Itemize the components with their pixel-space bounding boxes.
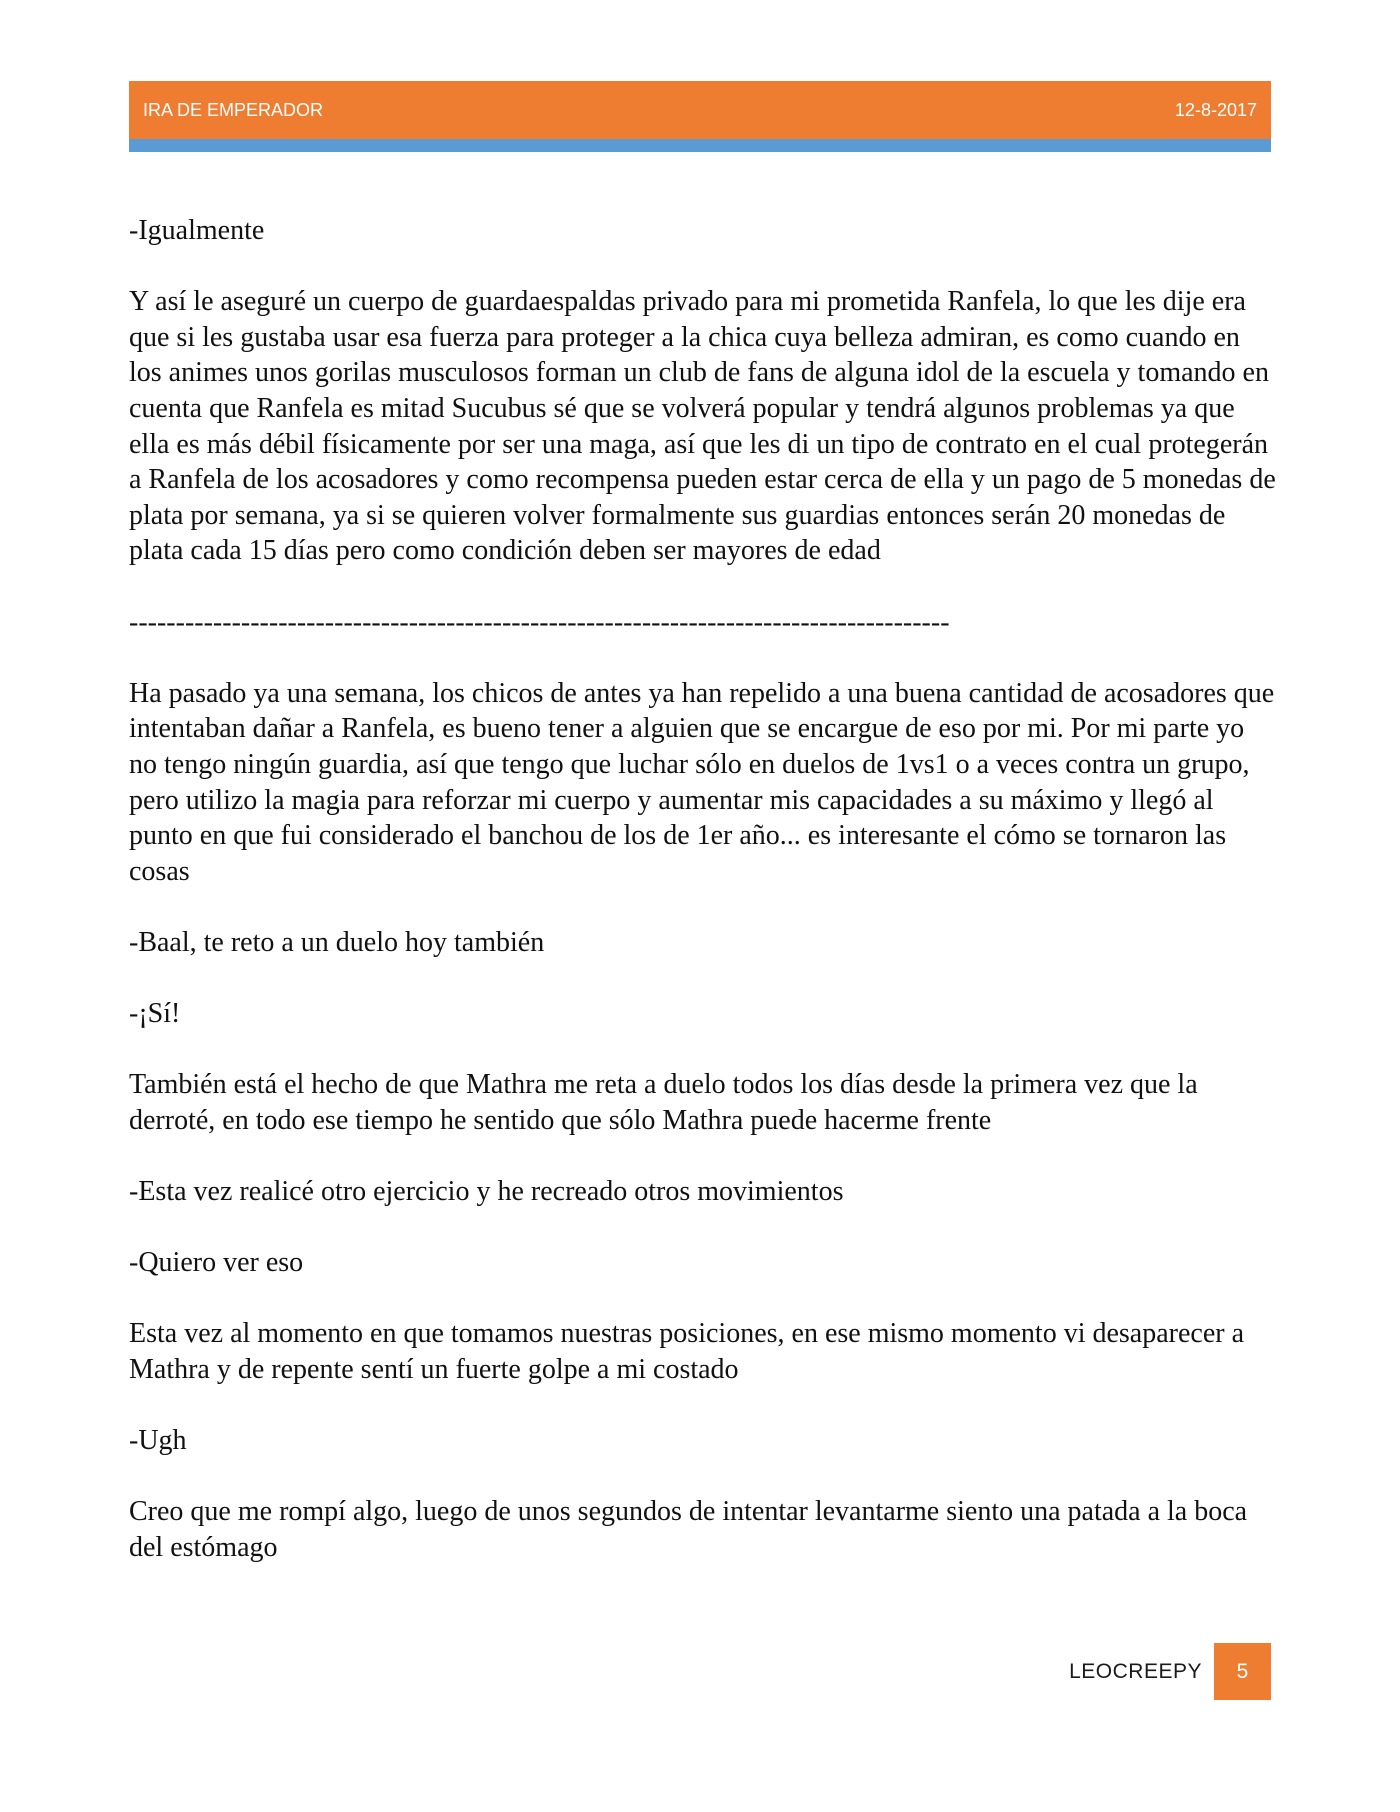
paragraph: -Igualmente <box>129 215 265 246</box>
paragraph: -Esta vez realicé otro ejercicio y he recreado otros movimientos <box>129 1176 844 1208</box>
paragraph: Creo que me rompí algo, luego de unos segundos de intentar levantarme siento una patada a la boca del estómago <box>129 1496 1248 1563</box>
paragraph: -¡Sí! <box>129 998 181 1030</box>
author-name: LEOCREEPY <box>1069 1659 1202 1683</box>
section-separator: ---------------------------------------------------------------------------------------- <box>129 606 950 638</box>
paragraph: -Baal, te reto a un duelo hoy también <box>129 926 545 958</box>
paragraph: -Quiero ver eso <box>129 1247 304 1279</box>
page-header <box>129 81 1271 139</box>
paragraph: También está el hecho de que Mathra me reta a duelo todos los días desde la primera vez que la derroté, en todo ese tiempo he sentido que sólo Mathra puede hacerme frente <box>129 1069 1198 1136</box>
paragraph: -Ugh <box>129 1425 187 1457</box>
page-number: 5 <box>1214 1643 1271 1700</box>
paragraph: Y así le aseguré un cuerpo de guardaespaldas privado para mi prometida Ranfela, lo que les dije era que si les gustaba usar esa fuerza para proteger a la chica cuya belleza admiran, es como cuando en los animes unos gorilas musculosos forman un club de fans de alguna idol de la escuela y tomando en cuenta que Ranfela es mitad Sucubus sé que se volverá popular y tendrá algunos problemas ya que ella es más débil físicamente por ser una maga, así que les di un tipo de contrato en el cual protegerán a Ranfela de los acosadores y como recompensa pueden estar cerca de ella y un pago de 5 monedas de plata por semana, ya si se quieren volver formalmente sus guardias entonces serán 20 monedas de plata cada 15 días pero como condición deben ser mayores de edad <box>129 286 1276 567</box>
document-date: 12-8-2017 <box>1174 99 1257 120</box>
paragraph: Esta vez al momento en que tomamos nuestras posiciones, en ese mismo momento vi desaparecer a Mathra y de repente sentí un fuerte golpe a mi costado <box>129 1318 1245 1385</box>
page-footer <box>1069 1643 1271 1700</box>
document-body <box>129 213 1279 1566</box>
header-stripe <box>129 139 1271 152</box>
document-title: IRA DE EMPERADOR <box>143 99 324 120</box>
paragraph: Ha pasado ya una semana, los chicos de antes ya han repelido a una buena cantidad de acosadores que intentaban dañar a Ranfela, es bueno tener a alguien que se encargue de eso por mi. Por mi parte yo no tengo ningún guardia, así que tengo que luchar sólo en duelos de 1vs1 o a veces contra un grupo, pero utilizo la magia para reforzar mi cuerpo y aumentar mis capacidades a su máximo y llegó al punto en que fui considerado el banchou de los de 1er año... es interesante el cómo se tornaron las cosas <box>129 677 1275 887</box>
